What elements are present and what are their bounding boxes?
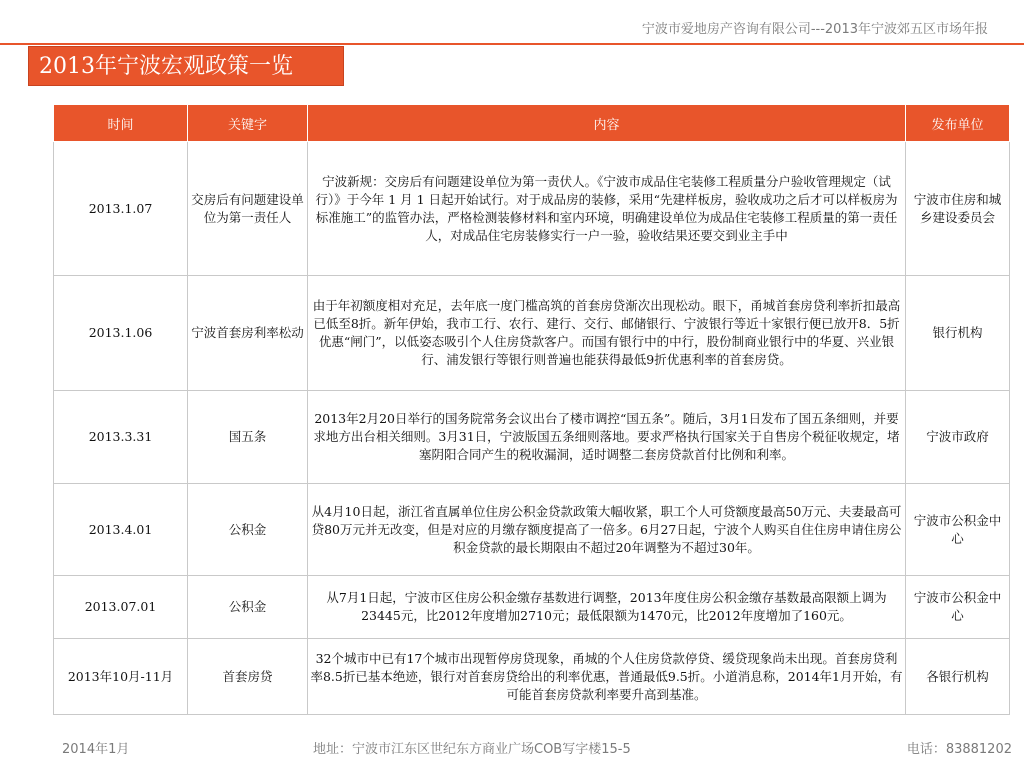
cell-issuer: 宁波市住房和城乡建设委员会	[906, 142, 1010, 276]
cell-issuer: 各银行机构	[906, 639, 1010, 715]
footer-date: 2014年1月	[62, 742, 130, 757]
cell-content: 从4月10日起，浙江省直属单位住房公积金贷款政策大幅收紧，职工个人可贷额度最高50万元、夫妻最高可贷80万元并无改变，但是对应的月缴存额度提高了一倍多。6月27日起，宁波个人购买自住住房申请住房公积金贷款的最长期限由不超过20年调整为不超过30年。	[308, 484, 906, 576]
cell-content: 从7月1日起，宁波市区住房公积金缴存基数进行调整，2013年度住房公积金缴存基数最高限额上调为23445元，比2012年度增加2710元；最低限额为1470元，比2012年度增加了160元。	[308, 576, 906, 639]
table-header-row	[54, 105, 1010, 142]
cell-content: 32个城市中已有17个城市出现暂停房贷现象，甬城的个人住房贷款停贷、缓贷现象尚未出现。首套房贷利率8.5折已基本绝迹，银行对首套房贷给出的利率优惠，普通最低9.5折。小道消息称，2014年1月开始，有可能首套房贷款利率要升高到基准。	[308, 639, 906, 715]
table-row	[54, 576, 1010, 639]
table-row	[54, 391, 1010, 484]
cell-keyword: 国五条	[188, 391, 308, 484]
table-row	[54, 484, 1010, 576]
cell-content: 由于年初额度相对充足，去年底一度门槛高筑的首套房贷渐次出现松动。眼下，甬城首套房贷利率折扣最高已低至8折。新年伊始，我市工行、农行、建行、交行、邮储银行、宁波银行等近十家银行便已放开8．5折优惠“闸门”，以低姿态吸引个人住房贷款客户。而国有银行中的中行，股份制商业银行中的华夏、兴业银行、浦发银行等银行则普遍也能获得最低9折优惠利率的首套房贷。	[308, 276, 906, 391]
page-header	[0, 0, 1024, 44]
cell-issuer: 宁波市政府	[906, 391, 1010, 484]
company-name: 宁波市爱地房产咨询有限公司---2013年宁波郊五区市场年报	[641, 22, 988, 37]
cell-keyword: 公积金	[188, 576, 308, 639]
cell-time: 2013.07.01	[54, 576, 188, 639]
table-row	[54, 276, 1010, 391]
cell-time: 2013.1.07	[54, 142, 188, 276]
column-header-time: 时间	[54, 105, 188, 142]
cell-content: 宁波新规：交房后有问题建设单位为第一责伏人。《宁波市成品住宅装修工程质量分户验收管理规定（试行）》于今年 1 月 1 日起开始试行。对于成品房的装修，采用“先建样板房，验收成功之后才可以样板房为标准施工”的监管办法，严格检测装修材料和室内环境，明确建设单位为成品住宅装修工程质量的第一责任人，对成品住宅房装修实行一户一验，验收结果还要交到业主手中	[308, 142, 906, 276]
cell-keyword: 首套房贷	[188, 639, 308, 715]
table-row	[54, 142, 1010, 276]
column-header-issuer: 发布单位	[906, 105, 1010, 142]
header-divider	[0, 43, 1024, 45]
footer-address: 地址：宁波市江东区世纪东方商业广场COB写字楼15-5	[313, 742, 631, 757]
cell-issuer: 银行机构	[906, 276, 1010, 391]
cell-time: 2013.1.06	[54, 276, 188, 391]
cell-time: 2013.4.01	[54, 484, 188, 576]
cell-issuer: 宁波市公积金中心	[906, 576, 1010, 639]
cell-keyword: 交房后有问题建设单位为第一责任人	[188, 142, 308, 276]
cell-issuer: 宁波市公积金中心	[906, 484, 1010, 576]
policy-table	[53, 104, 1010, 715]
page-title: 2013年宁波宏观政策一览	[28, 46, 344, 86]
footer-phone: 电话：83881202	[906, 742, 1012, 757]
cell-time: 2013.3.31	[54, 391, 188, 484]
column-header-keyword: 关键字	[188, 105, 308, 142]
cell-keyword: 公积金	[188, 484, 308, 576]
cell-keyword: 宁波首套房利率松动	[188, 276, 308, 391]
cell-time: 2013年10月-11月	[54, 639, 188, 715]
column-header-content: 内容	[308, 105, 906, 142]
table-row	[54, 639, 1010, 715]
cell-content: 2013年2月20日举行的国务院常务会议出台了楼市调控“国五条”。随后，3月1日发布了国五条细则，并要求地方出台相关细则。3月31日，宁波版国五条细则落地。要求严格执行国家关于自售房个税征收规定，堵塞阴阳合同产生的税收漏洞，适时调整二套房贷款首付比例和利率。	[308, 391, 906, 484]
